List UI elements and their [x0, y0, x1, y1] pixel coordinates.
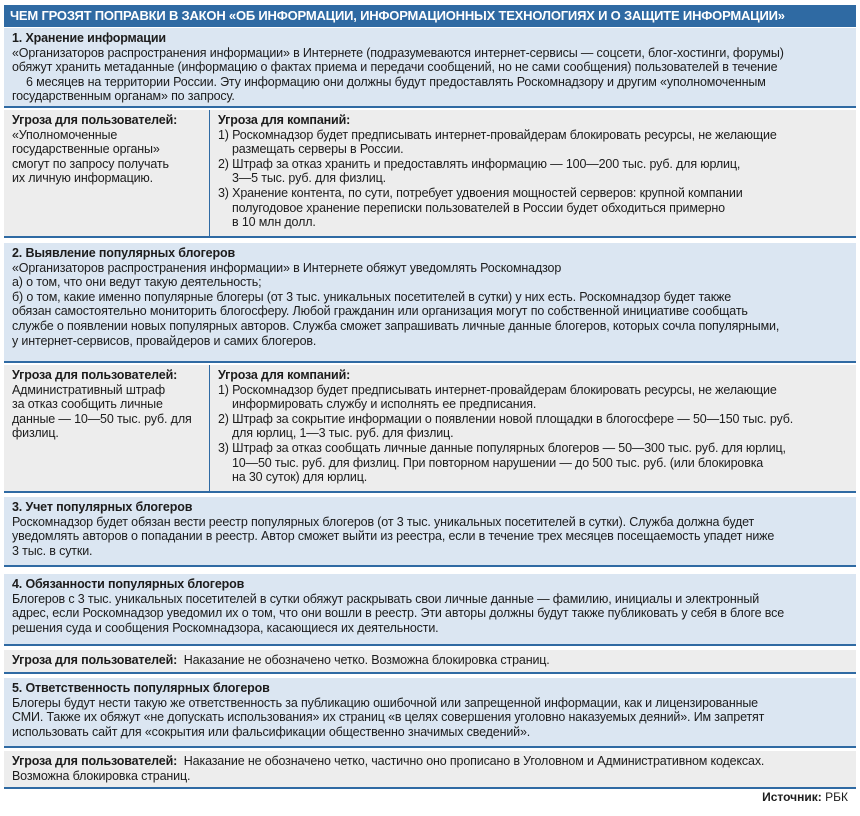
companies-threat-line: 3—5 тыс. руб. для физлиц. — [232, 171, 386, 186]
companies-threat-line: информировать службу и исполнять ее предписания. — [232, 397, 537, 412]
section-liability — [4, 678, 856, 748]
infographic-title: ЧЕМ ГРОЗЯТ ПОПРАВКИ В ЗАКОН «ОБ ИНФОРМАЦИИ, ИНФОРМАЦИОННЫХ ТЕХНОЛОГИЯХ И О ЗАЩИТЕ ИНФОРМАЦИИ» — [4, 5, 856, 27]
section-text-line: Роскомнадзор будет обязан вести реестр популярных блогеров (от 3 тыс. уникальных посетителей в сутки). Служба должна будет — [12, 514, 755, 529]
companies-threat-line: 1) Роскомнадзор будет предписывать интернет-провайдерам блокировать ресурсы, не желающие — [218, 127, 777, 142]
users-threat-line: «Уполномоченные — [12, 127, 118, 142]
companies-threat-line: 1) Роскомнадзор будет предписывать интернет-провайдерам блокировать ресурсы, не желающие — [218, 382, 777, 397]
companies-threat-line: 10—50 тыс. руб. для физлиц. При повторном нарушении — до 500 тыс. руб. (или блокировка — [232, 455, 764, 470]
users-threat-title: Угроза для пользователей: — [12, 368, 178, 382]
users-threat-line: их личную информацию. — [12, 171, 153, 186]
section-title: 2. Выявление популярных блогеров — [12, 246, 235, 260]
section-storage-threats — [4, 110, 856, 238]
section-text-line: адрес, если Роскомнадзор уведомил их о том, что они вошли в реестр. Эти авторы должны будут также публиковать у себя в блоге все — [12, 606, 785, 621]
users-threat — [12, 754, 850, 769]
section-text-line: государственным органам» по запросу. — [12, 89, 235, 104]
companies-threat-line: 3) Хранение контента, по сути, потребует удвоения мощностей серверов: крупной компании — [218, 185, 743, 200]
users-threat-title: Угроза для пользователей: — [12, 653, 178, 667]
section-text-line: службе о появлении новых популярных авторов. Служба сможет запрашивать личные данные блогеров, которых сочла популярными, — [12, 318, 780, 333]
section-title: 3. Учет популярных блогеров — [12, 500, 193, 514]
companies-threat-line: 2) Штраф за отказ хранить и предоставлять информацию — 100—200 тыс. руб. для юрлиц, — [218, 156, 741, 171]
section-text-line: уведомлять авторов о попадании в реестр. Автор сможет выйти из реестра, если в течение трех месяцев посещаемость упадет ниже — [12, 529, 775, 544]
section-detection — [4, 243, 856, 363]
source-label: Источник: — [762, 790, 822, 804]
section-text-line: б) о том, какие именно популярные блогеры (от 3 тыс. уникальных посетителей в сутки) у них есть. Роскомнадзор будет также — [12, 289, 732, 304]
section-registry — [4, 497, 856, 567]
users-threat — [12, 653, 850, 668]
section-text-line: у интернет-сервисов, провайдеров и самих блогеров. — [12, 333, 317, 348]
section-text-line: 3 тыс. в сутки. — [12, 543, 93, 558]
section-text-line: Блогеров с 3 тыс. уникальных посетителей в сутки обяжут раскрывать свои личные данные — фамилию, инициалы и электронный — [12, 591, 760, 606]
users-threat-line: смогут по запросу получать — [12, 156, 169, 171]
section-title: 1. Хранение информации — [12, 31, 166, 45]
section-text-line: «Организаторов распространения информации» в Интернете (подразумеваются интернет-сервисы — соцсети, блог-хостинги, форумы) — [12, 45, 784, 60]
companies-threat-line: на 30 суток) для юрлиц. — [232, 470, 368, 485]
source-value: РБК — [825, 790, 848, 804]
section-obligations — [4, 574, 856, 646]
users-threat — [4, 365, 218, 441]
companies-threat-title: Угроза для компаний: — [218, 113, 351, 127]
section-obligations-threat — [4, 650, 856, 674]
section-text-line: решения суда и сообщения Роскомнадзора, касающиеся их деятельности. — [12, 620, 439, 635]
section-text-line: СМИ. Также их обяжут «не допускать использования» их страниц «в целях совершения уголовно наказуемых деяний». Им запретят — [12, 710, 765, 725]
companies-threat-line: размещать серверы в России. — [232, 142, 404, 157]
users-threat-line: за отказ сообщить личные — [12, 397, 163, 412]
section-text-line: а) о том, что они ведут такую деятельность; — [12, 275, 262, 290]
companies-threat-title: Угроза для компаний: — [218, 368, 351, 382]
section-text-line: Блогеры будут нести такую же ответственность за публикацию ошибочной или запрещенной информации, как и лицензированные — [12, 695, 758, 710]
users-threat-text: Наказание не обозначено четко, частично оно прописано в Уголовном и Административном кодексах. — [183, 754, 765, 768]
section-liability-threat — [4, 751, 856, 789]
companies-threat-line: 2) Штраф за сокрытие информации о появлении новой площадки в блогосфере — 50—150 тыс. руб. — [218, 411, 794, 426]
section-text-line: 6 месяцев на территории России. Эту информацию они должны будут предоставлять Роскомнадзору и другим «уполномоченным — [26, 74, 766, 89]
section-storage — [4, 28, 856, 108]
users-threat-line: физлиц. — [12, 426, 59, 441]
companies-threat-line: в 10 млн долл. — [232, 215, 316, 230]
users-threat-line: Административный штраф — [12, 382, 166, 397]
companies-threat — [210, 110, 856, 230]
section-text-line: обяжут хранить метаданные (информацию о фактах приема и передачи сообщений, но не сами сообщения) пользователей в течение — [12, 60, 778, 75]
users-threat-title: Угроза для пользователей: — [12, 113, 178, 127]
users-threat-title: Угроза для пользователей: — [12, 754, 178, 768]
section-text-line: обязан самостоятельно мониторить блогосферу. Любой гражданин или организация могут по собственной инициативе сообщать — [12, 304, 748, 319]
companies-threat-line: 3) Штраф за отказ сообщать личные данные популярных блогеров — 50—300 тыс. руб. для юрлиц, — [218, 440, 786, 455]
users-threat-text: Наказание не обозначено четко. Возможна блокировка страниц. — [183, 653, 550, 667]
section-text-line: использовать сайт для «сокрытия или фальсификации общественно значимых сведений». — [12, 724, 531, 739]
section-detection-threats — [4, 365, 856, 493]
users-threat-line: данные — 10—50 тыс. руб. для — [12, 411, 192, 426]
companies-threat-line: для юрлиц, 1—3 тыс. руб. для физлиц. — [232, 426, 454, 441]
users-threat-line: государственные органы» — [12, 142, 160, 157]
users-threat — [4, 110, 218, 186]
source-credit — [762, 790, 848, 804]
section-title: 4. Обязанности популярных блогеров — [12, 577, 245, 591]
section-title: 5. Ответственность популярных блогеров — [12, 681, 270, 695]
users-threat-text: Возможна блокировка страниц. — [12, 768, 191, 783]
section-text-line: «Организаторов распространения информации» в Интернете обяжут уведомлять Роскомнадзор — [12, 260, 562, 275]
companies-threat-line: полугодовое хранение переписки пользователей в России будет обходиться примерно — [232, 200, 725, 215]
companies-threat — [210, 365, 856, 485]
